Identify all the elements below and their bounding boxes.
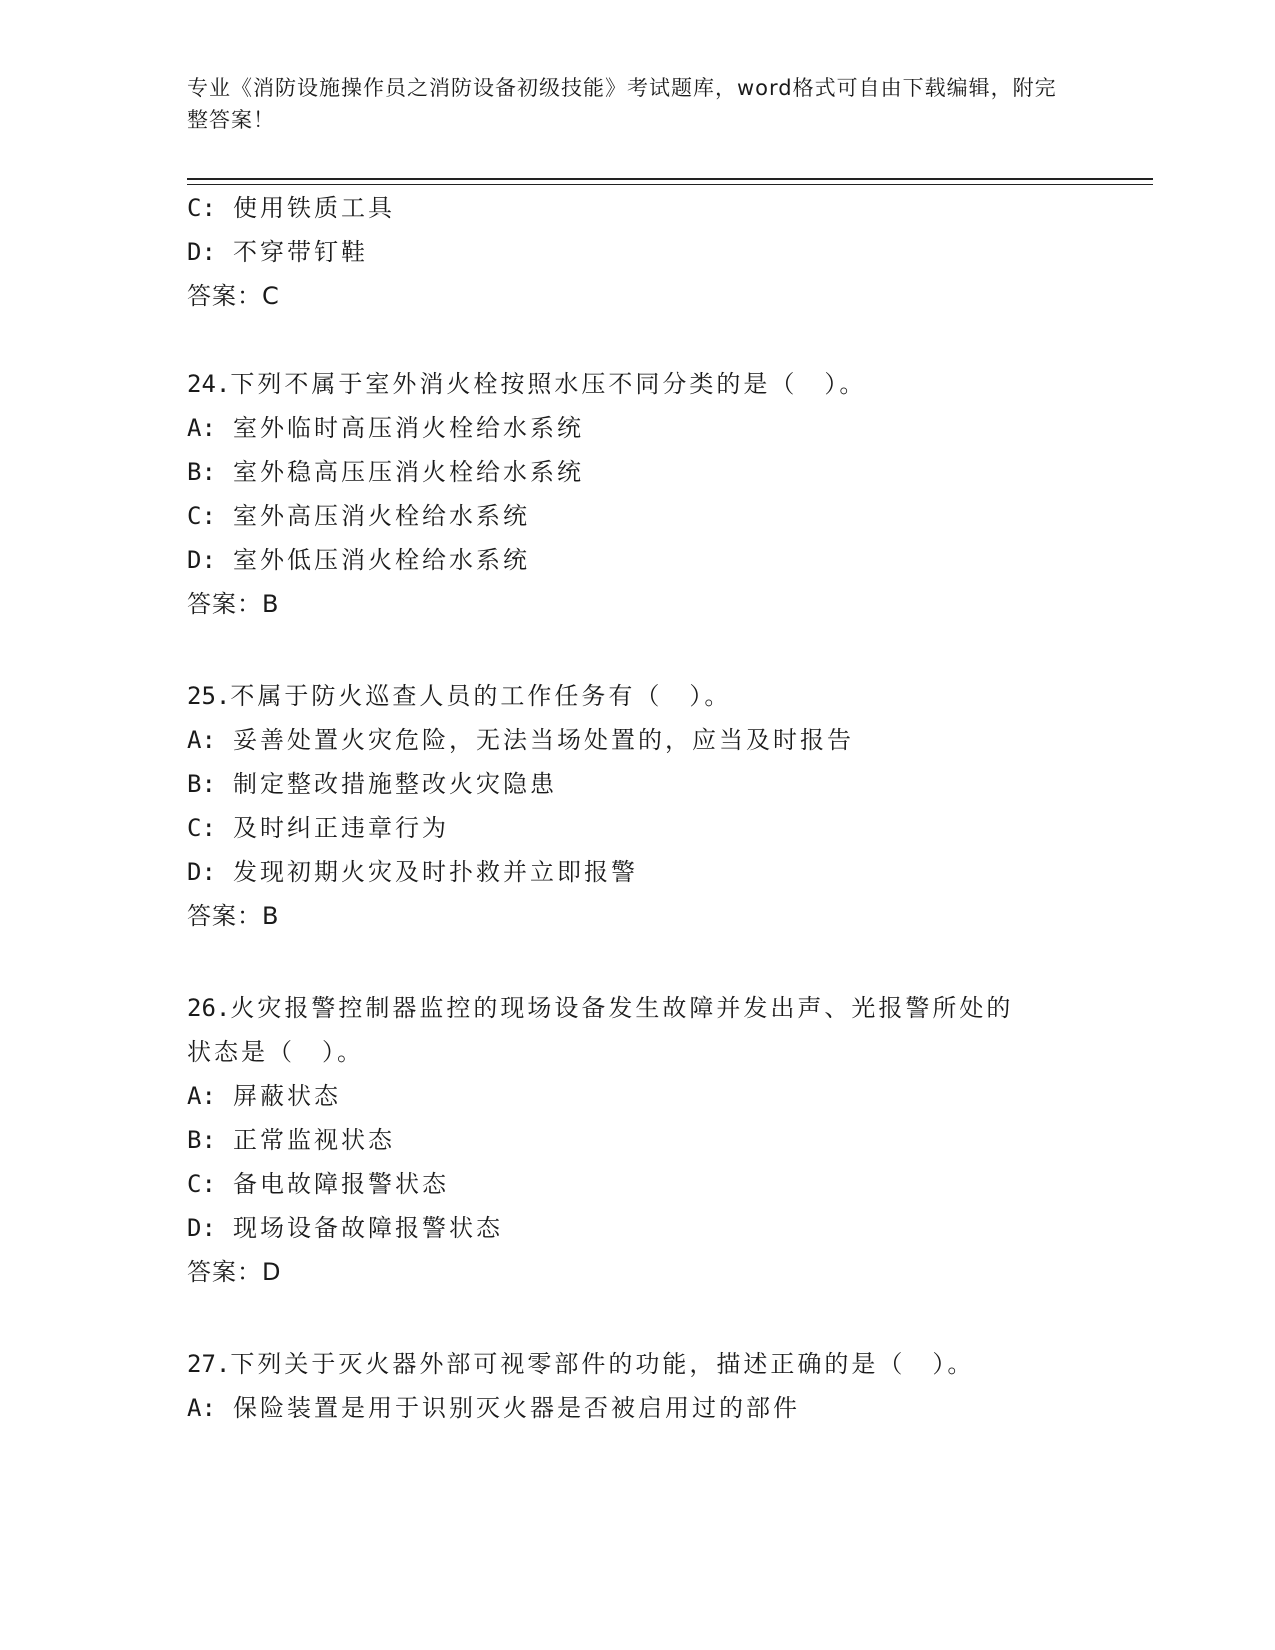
- option-text: 不穿带钉鞋: [233, 238, 368, 266]
- option-letter: B:: [187, 1126, 216, 1154]
- question-number: 26.: [187, 994, 231, 1022]
- document-header: 专业《消防设施操作员之消防设备初级技能》考试题库，word格式可自由下载编辑，附完整答案！: [187, 76, 1057, 132]
- option-text: 发现初期火灾及时扑救并立即报警: [233, 858, 638, 886]
- option-text: 室外临时高压消火栓给水系统: [233, 414, 584, 442]
- option-letter: C:: [187, 194, 216, 222]
- prev-option-d: [187, 236, 368, 268]
- option-text: 备电故障报警状态: [233, 1170, 449, 1198]
- option-text: 室外高压消火栓给水系统: [233, 502, 530, 530]
- q24-answer: 答案：B: [187, 590, 280, 618]
- option-text: 正常监视状态: [233, 1126, 395, 1154]
- option-text: 及时纠正违章行为: [233, 814, 449, 842]
- question-25: [187, 680, 731, 712]
- option-text: 现场设备故障报警状态: [233, 1214, 503, 1242]
- option-letter: A:: [187, 1394, 216, 1422]
- option-letter: C:: [187, 814, 216, 842]
- question-26: [187, 992, 1013, 1024]
- option-letter: B:: [187, 770, 216, 798]
- q24-option-a: [187, 412, 584, 444]
- option-letter: A:: [187, 414, 216, 442]
- header-divider-thick: [187, 178, 1153, 180]
- q27-option-a: [187, 1392, 800, 1424]
- option-text: 制定整改措施整改火灾隐患: [233, 770, 557, 798]
- option-letter: A:: [187, 726, 216, 754]
- option-text: 屏蔽状态: [233, 1082, 341, 1110]
- q26-option-a: [187, 1080, 341, 1112]
- q26-answer: 答案：D: [187, 1258, 282, 1286]
- option-letter: C:: [187, 1170, 216, 1198]
- prev-answer: 答案：C: [187, 282, 280, 310]
- option-letter: D:: [187, 546, 216, 574]
- question-number: 27.: [187, 1350, 231, 1378]
- option-letter: D:: [187, 1214, 216, 1242]
- q26-option-d: [187, 1212, 503, 1244]
- option-letter: A:: [187, 1082, 216, 1110]
- q24-option-d: [187, 544, 530, 576]
- question-number: 24.: [187, 370, 231, 398]
- q25-option-a: [187, 724, 854, 756]
- question-text: 下列不属于室外消火栓按照水压不同分类的是（ ）。: [230, 370, 867, 398]
- question-26-continued: 状态是（ ）。: [187, 1038, 364, 1066]
- option-letter: C:: [187, 502, 216, 530]
- option-letter: D:: [187, 858, 216, 886]
- option-text: 室外稳高压压消火栓给水系统: [233, 458, 584, 486]
- option-text: 保险装置是用于识别灭火器是否被启用过的部件: [233, 1394, 800, 1422]
- q26-option-b: [187, 1124, 395, 1156]
- q26-option-c: [187, 1168, 449, 1200]
- prev-option-c: [187, 192, 395, 224]
- question-number: 25.: [187, 682, 231, 710]
- q24-option-b: [187, 456, 584, 488]
- q25-option-b: [187, 768, 557, 800]
- question-text-line1: 火灾报警控制器监控的现场设备发生故障并发出声、光报警所处的: [230, 994, 1014, 1022]
- option-text: 妥善处置火灾危险，无法当场处置的，应当及时报告: [233, 726, 854, 754]
- question-24: [187, 368, 866, 400]
- q25-option-c: [187, 812, 449, 844]
- header-divider-thin: [187, 184, 1153, 185]
- option-text: 室外低压消火栓给水系统: [233, 546, 530, 574]
- q24-option-c: [187, 500, 530, 532]
- question-text: 下列关于灭火器外部可视零部件的功能，描述正确的是（ ）。: [230, 1350, 975, 1378]
- option-letter: B:: [187, 458, 216, 486]
- option-text: 使用铁质工具: [233, 194, 395, 222]
- q25-option-d: [187, 856, 638, 888]
- q25-answer: 答案：B: [187, 902, 280, 930]
- question-text: 不属于防火巡查人员的工作任务有（ ）。: [230, 682, 732, 710]
- option-letter: D:: [187, 238, 216, 266]
- question-27: [187, 1348, 974, 1380]
